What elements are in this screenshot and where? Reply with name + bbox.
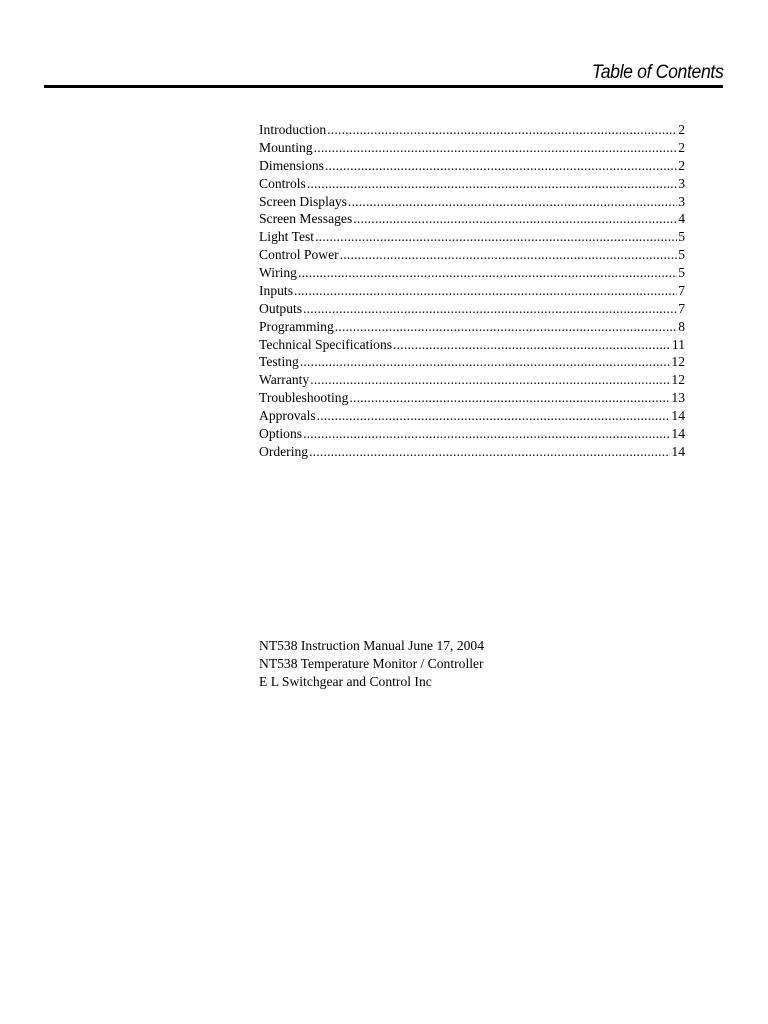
toc-entry-page: 11 bbox=[671, 336, 685, 352]
toc-entry-page: 2 bbox=[678, 139, 685, 155]
toc-leader-dots bbox=[300, 353, 671, 371]
page-title: Table of Contents bbox=[591, 62, 723, 83]
toc-entry[interactable] bbox=[259, 407, 685, 425]
toc-entry-page: 4 bbox=[678, 211, 685, 227]
toc-entry-page: 5 bbox=[678, 229, 685, 245]
toc-leader-dots bbox=[309, 443, 670, 461]
toc-entry[interactable] bbox=[259, 318, 685, 336]
toc-leader-dots bbox=[294, 282, 677, 300]
toc-entry-page: 8 bbox=[678, 318, 685, 334]
toc-entry[interactable] bbox=[259, 193, 685, 211]
toc-entry[interactable] bbox=[259, 228, 685, 246]
page-header bbox=[44, 60, 723, 88]
toc-leader-dots bbox=[303, 425, 670, 443]
toc-entry[interactable] bbox=[259, 443, 685, 461]
toc-entry[interactable] bbox=[259, 246, 685, 264]
table-of-contents bbox=[259, 121, 685, 461]
toc-entry[interactable] bbox=[259, 139, 685, 157]
toc-entry[interactable] bbox=[259, 175, 685, 193]
toc-entry[interactable] bbox=[259, 389, 685, 407]
toc-entry-label: Outputs bbox=[259, 300, 303, 316]
toc-entry-label: Inputs bbox=[259, 282, 293, 298]
toc-entry-page: 3 bbox=[678, 175, 685, 191]
toc-entry-label: Dimensions bbox=[259, 157, 324, 173]
toc-entry-page: 14 bbox=[671, 408, 685, 423]
toc-entry[interactable] bbox=[259, 300, 685, 318]
toc-entry-page: 3 bbox=[678, 193, 685, 209]
toc-entry-label: Mounting bbox=[259, 139, 313, 155]
toc-entry-page: 13 bbox=[671, 390, 685, 406]
toc-leader-dots bbox=[348, 193, 677, 211]
toc-entry-label: Introduction bbox=[259, 122, 327, 137]
company-name-line: E L Switchgear and Control Inc bbox=[259, 674, 432, 689]
document-info bbox=[259, 637, 484, 691]
toc-entry[interactable] bbox=[259, 264, 685, 282]
toc-entry-page: 12 bbox=[671, 354, 685, 370]
toc-entry-label: Options bbox=[259, 425, 303, 441]
toc-entry-page: 14 bbox=[671, 443, 685, 459]
toc-leader-dots bbox=[315, 228, 677, 246]
toc-entry-page: 5 bbox=[678, 265, 685, 280]
header-rule bbox=[44, 85, 723, 88]
toc-entry[interactable] bbox=[259, 353, 685, 371]
toc-entry-label: Screen Displays bbox=[259, 193, 347, 209]
toc-entry-label: Ordering bbox=[259, 443, 309, 459]
manual-date-line: NT538 Instruction Manual June 17, 2004 bbox=[259, 638, 485, 653]
toc-leader-dots bbox=[307, 175, 677, 193]
toc-leader-dots bbox=[327, 121, 677, 139]
toc-entry-label: Testing bbox=[259, 354, 299, 370]
toc-leader-dots bbox=[317, 407, 671, 425]
toc-entry-label: Programming bbox=[259, 318, 334, 334]
toc-entry-label: Troubleshooting bbox=[259, 390, 349, 406]
toc-entry[interactable] bbox=[259, 336, 685, 354]
toc-entry[interactable] bbox=[259, 157, 685, 175]
toc-entry-label: Warranty bbox=[259, 372, 310, 388]
toc-leader-dots bbox=[310, 371, 670, 389]
toc-entry[interactable] bbox=[259, 210, 685, 228]
toc-entry-page: 7 bbox=[678, 300, 685, 316]
toc-entry-label: Approvals bbox=[259, 408, 316, 423]
product-name-line: NT538 Temperature Monitor / Controller bbox=[259, 656, 484, 671]
toc-entry-label: Controls bbox=[259, 175, 306, 191]
toc-entry-label: Wiring bbox=[259, 265, 297, 280]
toc-entry[interactable] bbox=[259, 371, 685, 389]
toc-leader-dots bbox=[325, 157, 677, 175]
toc-leader-dots bbox=[314, 139, 678, 157]
toc-entry-label: Technical Specifications bbox=[259, 336, 393, 352]
toc-entry-page: 5 bbox=[678, 247, 685, 263]
toc-entry-page: 2 bbox=[678, 157, 685, 173]
toc-entry-page: 12 bbox=[671, 372, 685, 388]
toc-entry-page: 2 bbox=[678, 122, 685, 137]
toc-entry[interactable] bbox=[259, 425, 685, 443]
toc-entry[interactable] bbox=[259, 121, 685, 139]
toc-leader-dots bbox=[298, 264, 677, 282]
toc-leader-dots bbox=[303, 300, 677, 318]
toc-leader-dots bbox=[335, 318, 677, 336]
toc-entry[interactable] bbox=[259, 282, 685, 300]
toc-leader-dots bbox=[349, 389, 670, 407]
toc-leader-dots bbox=[353, 210, 677, 228]
toc-entry-page: 14 bbox=[671, 425, 685, 441]
toc-leader-dots bbox=[340, 246, 678, 264]
toc-entry-page: 7 bbox=[678, 282, 685, 298]
toc-leader-dots bbox=[393, 336, 671, 354]
toc-entry-label: Screen Messages bbox=[259, 211, 353, 227]
toc-entry-label: Control Power bbox=[259, 247, 339, 263]
toc-entry-label: Light Test bbox=[259, 229, 315, 245]
